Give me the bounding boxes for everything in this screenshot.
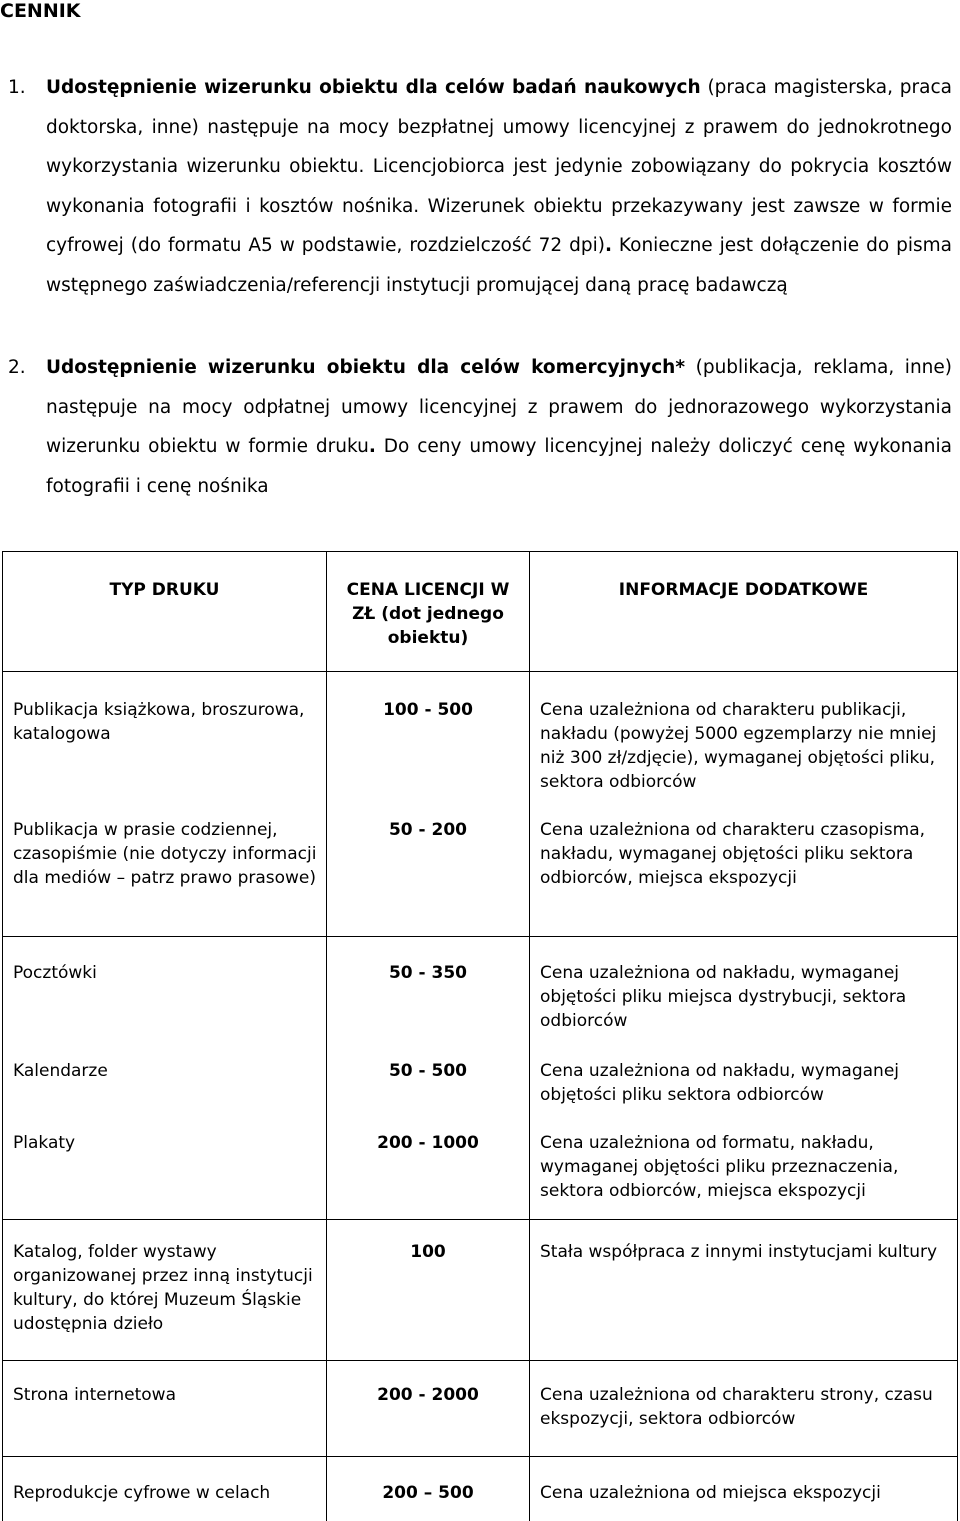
- cell-price: 100: [327, 1220, 530, 1361]
- cell-type: Reprodukcje cyfrowe w celach: [3, 1457, 327, 1521]
- table-row: [3, 794, 958, 937]
- section-text-continued: Do ceny umowy licencyjnej należy doliczyć cenę wykonania fotografii i cenę nośnika: [46, 436, 952, 497]
- cell-price: 200 – 500: [327, 1457, 530, 1521]
- table-row: [3, 937, 958, 1040]
- cell-info: Cena uzależniona od charakteru publikacji, nakładu (powyżej 5000 egzemplarzy nie mniej niż 300 zł/zdjęcie), wymaganej objętości pliku, sektora odbiorców: [530, 672, 958, 795]
- table-row: [3, 1457, 958, 1521]
- section-2: [46, 348, 952, 506]
- table-row: [3, 672, 958, 795]
- cell-info: Stała współpraca z innymi instytucjami kultury: [530, 1220, 958, 1361]
- cell-price: 50 - 200: [327, 794, 530, 937]
- section-number: 2.: [8, 348, 26, 388]
- cell-info: Cena uzależniona od nakładu, wymaganej objętości pliku miejsca dystrybucji, sektora odbiorców: [530, 937, 958, 1040]
- section-heading: Udostępnienie wizerunku obiektu dla celów badań naukowych: [46, 77, 701, 98]
- cell-type: Strona internetowa: [3, 1361, 327, 1457]
- cell-info: Cena uzależniona od charakteru czasopisma, nakładu, wymaganej objętości pliku sektora odbiorców, miejsca ekspozycji: [530, 794, 958, 937]
- header-type: TYP DRUKU: [3, 552, 327, 672]
- section-number: 1.: [8, 68, 26, 108]
- cell-type: Publikacja książkowa, broszurowa, katalogowa: [3, 672, 327, 795]
- cell-type: Plakaty: [3, 1111, 327, 1220]
- cell-type: Kalendarze: [3, 1039, 327, 1111]
- cell-info: Cena uzależniona od miejsca ekspozycji: [530, 1457, 958, 1521]
- section-text-continued: Konieczne jest dołączenie do pisma wstępnego zaświadczenia/referencji instytucji promującej daną pracę badawczą: [46, 235, 952, 296]
- table-row: [3, 1111, 958, 1220]
- cell-type: Publikacja w prasie codziennej, czasopiśmie (nie dotyczy informacji dla mediów – patrz prawo prasowe): [3, 794, 327, 937]
- cell-info: Cena uzależniona od formatu, nakładu, wymaganej objętości pliku przeznaczenia, sektora odbiorców, miejsca ekspozycji: [530, 1111, 958, 1220]
- page-title: CENNIK: [0, 0, 81, 22]
- cell-price: 50 - 350: [327, 937, 530, 1040]
- header-price: CENA LICENCJI W ZŁ (dot jednego obiektu): [327, 552, 530, 672]
- section-1: [46, 68, 952, 306]
- cell-info: Cena uzależniona od nakładu, wymaganej objętości pliku sektora odbiorców: [530, 1039, 958, 1111]
- table-row: [3, 1039, 958, 1111]
- cell-type: Pocztówki: [3, 937, 327, 1040]
- cell-price: 50 - 500: [327, 1039, 530, 1111]
- table-row: [3, 1220, 958, 1361]
- section-heading: Udostępnienie wizerunku obiektu dla celów komercyjnych*: [46, 357, 685, 378]
- cell-price: 200 - 1000: [327, 1111, 530, 1220]
- cell-price: 100 - 500: [327, 672, 530, 795]
- section-text-dot: .: [369, 436, 376, 457]
- pricing-table: [2, 551, 958, 1521]
- table-row: [3, 1361, 958, 1457]
- section-text: (praca magisterska, praca doktorska, inne) następuje na mocy bezpłatnej umowy licencyjnej z prawem do jednokrotnego wykorzystania wizerunku obiektu. Licencjobiorca jest jedynie zobowiązany do pokrycia kosztów wykonania fotografii i kosztów nośnika. Wizerunek obiektu przekazywany jest zawsze w formie cyfrowej (do formatu A5 w podstawie, rozdzielczość 72 dpi): [46, 77, 952, 256]
- header-info: INFORMACJE DODATKOWE: [530, 552, 958, 672]
- cell-price: 200 - 2000: [327, 1361, 530, 1457]
- table-header-row: [3, 552, 958, 672]
- section-text: (publikacja, reklama, inne) następuje na mocy odpłatnej umowy licencyjnej z prawem do jednorazowego wykorzystania wizerunku obiektu w formie druku: [46, 357, 952, 457]
- cell-info: Cena uzależniona od charakteru strony, czasu ekspozycji, sektora odbiorców: [530, 1361, 958, 1457]
- section-text-dot: .: [605, 235, 612, 256]
- cell-type: Katalog, folder wystawy organizowanej przez inną instytucji kultury, do której Muzeum Śląskie udostępnia dzieło: [3, 1220, 327, 1361]
